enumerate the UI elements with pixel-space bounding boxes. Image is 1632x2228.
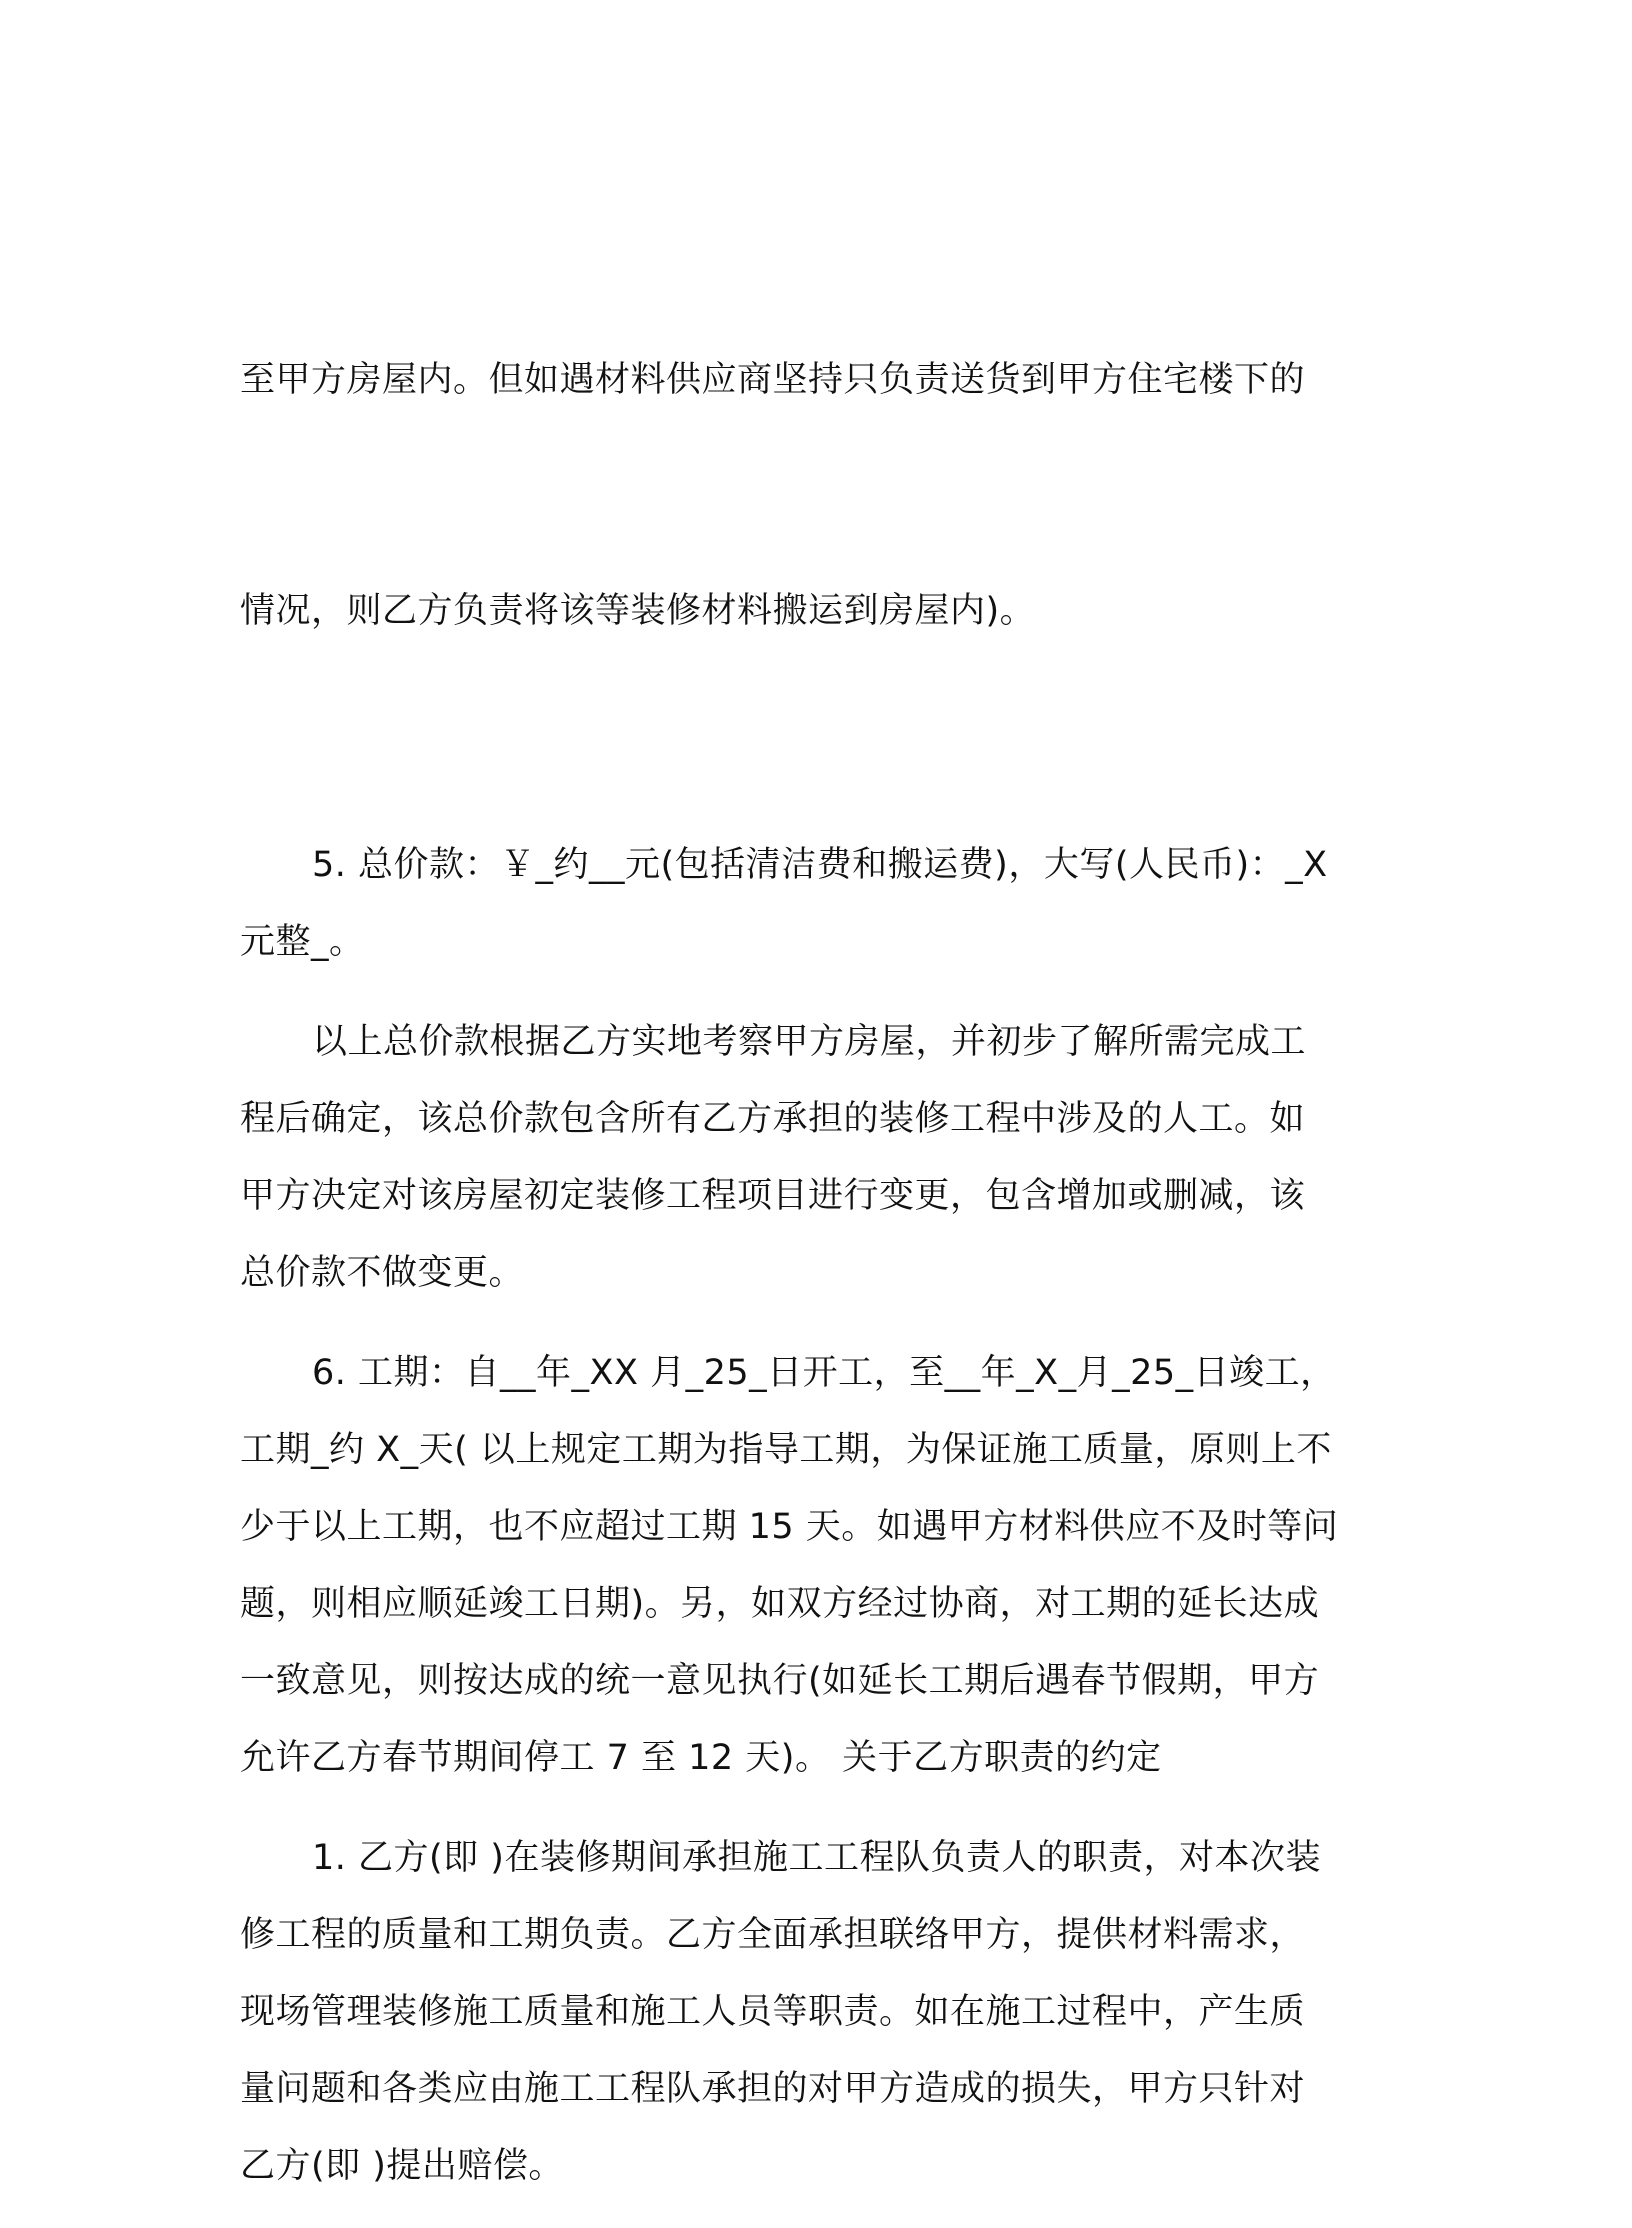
- paragraph-delivery-note: [240, 188, 1400, 804]
- text-line: 现场管理装修施工质量和施工人员等职责。如在施工过程中，产生质: [240, 1992, 1306, 2032]
- paragraph-party-b-duties: [240, 1820, 1400, 2205]
- text-line: 元整_。: [240, 922, 365, 962]
- paragraph-construction-period: [240, 1335, 1400, 1797]
- text-line: 总价款不做变更。: [240, 1253, 525, 1293]
- text-line: 情况，则乙方负责将该等装修材料搬运到房屋内)。: [240, 591, 1036, 631]
- text-line: 以上总价款根据乙方实地考察甲方房屋，并初步了解所需完成工: [312, 1022, 1307, 1062]
- text-line: 一致意见，则按达成的统一意见执行(如延长工期后遇春节假期，甲方: [240, 1661, 1320, 1701]
- paragraph-total-price: [240, 827, 1400, 981]
- text-line: 乙方(即 )提出赔偿。: [240, 2146, 564, 2186]
- text-line: 6. 工期：自__年_XX 月_25_日开工，至__年_X_月_25_日竣工，: [312, 1353, 1336, 1393]
- paragraph-price-basis: [240, 1004, 1400, 1312]
- text-line: 允许乙方春节期间停工 7 至 12 天)。 关于乙方职责的约定: [240, 1738, 1162, 1778]
- text-line: 题，则相应顺延竣工日期)。另，如双方经过协商，对工期的延长达成: [240, 1584, 1320, 1624]
- text-line: 程后确定，该总价款包含所有乙方承担的装修工程中涉及的人工。如: [240, 1099, 1306, 1139]
- text-line: 甲方决定对该房屋初定装修工程项目进行变更，包含增加或删减，该: [240, 1176, 1306, 1216]
- text-line: 量问题和各类应由施工工程队承担的对甲方造成的损失，甲方只针对: [240, 2069, 1306, 2109]
- text-line: 1. 乙方(即 )在装修期间承担施工工程队负责人的职责，对本次装: [312, 1838, 1321, 1878]
- text-line: 5. 总价款：￥_约__元(包括清洁费和搬运费)，大写(人民币)：_X: [312, 845, 1328, 885]
- document-body: [240, 188, 1400, 2228]
- text-line: 修工程的质量和工期负责。乙方全面承担联络甲方，提供材料需求，: [240, 1915, 1306, 1955]
- text-line: 少于以上工期，也不应超过工期 15 天。如遇甲方材料供应不及时等问: [240, 1507, 1339, 1547]
- text-line: 工期_约 X_天( 以上规定工期为指导工期，为保证施工质量，原则上不: [240, 1430, 1332, 1470]
- text-line: 至甲方房屋内。但如遇材料供应商坚持只负责送货到甲方住宅楼下的: [240, 360, 1306, 400]
